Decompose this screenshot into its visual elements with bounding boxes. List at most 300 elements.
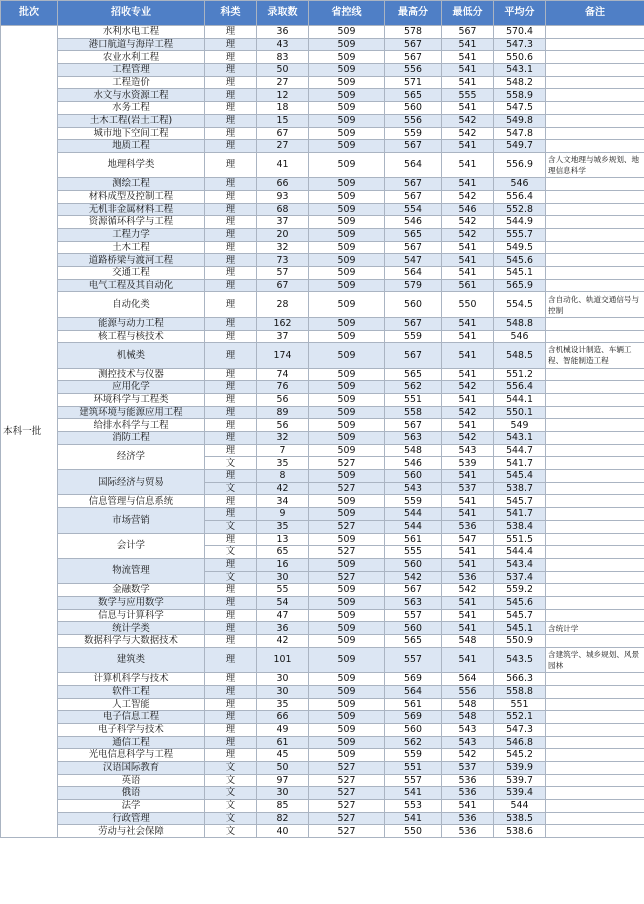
avg-score-cell: 570.4 [494,26,546,39]
note-cell [546,330,644,343]
avg-score-cell: 545.6 [494,254,546,267]
max-score-cell: 560 [385,723,442,736]
avg-score-cell: 545.7 [494,495,546,508]
count-cell: 56 [257,393,309,406]
min-score-cell: 541 [442,330,494,343]
control-line-cell: 509 [309,216,385,229]
control-line-cell: 509 [309,152,385,177]
max-score-cell: 547 [385,254,442,267]
count-cell: 66 [257,178,309,191]
header-max-score: 最高分 [385,1,442,26]
type-cell: 文 [205,774,257,787]
table-row [1,723,644,736]
type-cell: 理 [205,229,257,242]
major-cell: 数学与应用数学 [58,596,205,609]
type-cell: 理 [205,736,257,749]
count-cell: 65 [257,546,309,559]
max-score-cell: 548 [385,444,442,457]
max-score-cell: 567 [385,241,442,254]
avg-score-cell: 550.6 [494,51,546,64]
count-cell: 30 [257,673,309,686]
note-cell [546,520,644,533]
note-cell [546,495,644,508]
avg-score-cell: 556.9 [494,152,546,177]
table-body [1,26,644,838]
major-cell: 建筑类 [58,647,205,672]
control-line-cell: 509 [309,736,385,749]
table-row [1,508,644,521]
note-cell [546,596,644,609]
avg-score-cell: 538.6 [494,825,546,838]
min-score-cell: 542 [442,381,494,394]
type-cell: 理 [205,470,257,483]
type-cell: 理 [205,38,257,51]
count-cell: 66 [257,711,309,724]
major-cell: 水利水电工程 [58,26,205,39]
table-row [1,343,644,368]
type-cell: 理 [205,330,257,343]
avg-score-cell: 544.7 [494,444,546,457]
count-cell: 83 [257,51,309,64]
avg-score-cell: 556.4 [494,190,546,203]
min-score-cell: 541 [442,393,494,406]
avg-score-cell: 545.1 [494,622,546,635]
avg-score-cell: 552.1 [494,711,546,724]
control-line-cell: 527 [309,761,385,774]
major-cell: 消防工程 [58,432,205,445]
count-cell: 7 [257,444,309,457]
table-row [1,749,644,762]
note-cell [546,406,644,419]
control-line-cell: 509 [309,127,385,140]
control-line-cell: 509 [309,89,385,102]
table-row [1,330,644,343]
count-cell: 27 [257,76,309,89]
count-cell: 18 [257,102,309,115]
max-score-cell: 569 [385,673,442,686]
max-score-cell: 546 [385,216,442,229]
type-cell: 理 [205,178,257,191]
max-score-cell: 569 [385,711,442,724]
note-cell [546,216,644,229]
note-cell [546,89,644,102]
table-row [1,736,644,749]
type-cell: 文 [205,812,257,825]
header-control-line: 省控线 [309,1,385,26]
table-row [1,698,644,711]
note-cell [546,482,644,495]
avg-score-cell: 544 [494,800,546,813]
min-score-cell: 541 [442,64,494,77]
min-score-cell: 536 [442,520,494,533]
max-score-cell: 567 [385,140,442,153]
max-score-cell: 578 [385,26,442,39]
table-row [1,317,644,330]
type-cell: 理 [205,26,257,39]
type-cell: 理 [205,558,257,571]
max-score-cell: 541 [385,787,442,800]
major-cell: 光电信息科学与工程 [58,749,205,762]
type-cell: 理 [205,381,257,394]
count-cell: 32 [257,432,309,445]
control-line-cell: 509 [309,254,385,267]
control-line-cell: 527 [309,825,385,838]
note-cell [546,774,644,787]
header-avg-score: 平均分 [494,1,546,26]
note-cell [546,279,644,292]
note-cell: 含统计学 [546,622,644,635]
count-cell: 35 [257,457,309,470]
max-score-cell: 565 [385,635,442,648]
min-score-cell: 555 [442,89,494,102]
max-score-cell: 565 [385,89,442,102]
avg-score-cell: 545.1 [494,267,546,280]
control-line-cell: 509 [309,673,385,686]
table-row [1,127,644,140]
major-cell: 国际经济与贸易 [58,470,205,495]
min-score-cell: 541 [442,470,494,483]
max-score-cell: 550 [385,825,442,838]
control-line-cell: 509 [309,330,385,343]
count-cell: 162 [257,317,309,330]
note-cell [546,736,644,749]
min-score-cell: 567 [442,26,494,39]
table-row [1,432,644,445]
control-line-cell: 527 [309,520,385,533]
count-cell: 27 [257,140,309,153]
table-row [1,368,644,381]
table-row [1,622,644,635]
type-cell: 理 [205,190,257,203]
type-cell: 理 [205,267,257,280]
max-score-cell: 563 [385,596,442,609]
max-score-cell: 562 [385,736,442,749]
type-cell: 理 [205,749,257,762]
note-cell [546,723,644,736]
avg-score-cell: 545.6 [494,596,546,609]
max-score-cell: 560 [385,470,442,483]
major-cell: 道路桥梁与渡河工程 [58,254,205,267]
note-cell [546,470,644,483]
max-score-cell: 567 [385,38,442,51]
count-cell: 174 [257,343,309,368]
type-cell: 理 [205,64,257,77]
min-score-cell: 541 [442,140,494,153]
major-cell: 环境科学与工程类 [58,393,205,406]
control-line-cell: 509 [309,419,385,432]
control-line-cell: 527 [309,812,385,825]
table-row [1,190,644,203]
table-row [1,533,644,546]
type-cell: 理 [205,432,257,445]
note-cell [546,254,644,267]
type-cell: 理 [205,596,257,609]
max-score-cell: 562 [385,381,442,394]
note-cell: 含机械设计制造、车辆工程、智能制造工程 [546,343,644,368]
control-line-cell: 509 [309,609,385,622]
max-score-cell: 557 [385,609,442,622]
control-line-cell: 509 [309,698,385,711]
table-row [1,419,644,432]
control-line-cell: 527 [309,482,385,495]
type-cell: 文 [205,800,257,813]
note-cell [546,419,644,432]
table-row [1,812,644,825]
major-cell: 劳动与社会保障 [58,825,205,838]
type-cell: 理 [205,685,257,698]
avg-score-cell: 538.4 [494,520,546,533]
type-cell: 文 [205,825,257,838]
type-cell: 理 [205,317,257,330]
avg-score-cell: 547.3 [494,723,546,736]
min-score-cell: 543 [442,736,494,749]
type-cell: 理 [205,279,257,292]
avg-score-cell: 545.4 [494,470,546,483]
avg-score-cell: 539.4 [494,787,546,800]
max-score-cell: 571 [385,76,442,89]
avg-score-cell: 558.8 [494,685,546,698]
major-cell: 土木工程 [58,241,205,254]
max-score-cell: 564 [385,267,442,280]
count-cell: 55 [257,584,309,597]
avg-score-cell: 556.4 [494,381,546,394]
note-cell [546,102,644,115]
major-cell: 测控技术与仪器 [58,368,205,381]
table-row [1,381,644,394]
avg-score-cell: 549.8 [494,114,546,127]
table-row [1,470,644,483]
count-cell: 12 [257,89,309,102]
min-score-cell: 536 [442,812,494,825]
type-cell: 理 [205,584,257,597]
table-row [1,292,644,317]
table-row [1,38,644,51]
max-score-cell: 554 [385,203,442,216]
count-cell: 101 [257,647,309,672]
table-row [1,761,644,774]
table-row [1,444,644,457]
control-line-cell: 509 [309,508,385,521]
control-line-cell: 509 [309,622,385,635]
type-cell: 理 [205,254,257,267]
table-row [1,102,644,115]
min-score-cell: 541 [442,596,494,609]
type-cell: 文 [205,787,257,800]
min-score-cell: 537 [442,482,494,495]
count-cell: 54 [257,596,309,609]
max-score-cell: 551 [385,393,442,406]
avg-score-cell: 566.3 [494,673,546,686]
min-score-cell: 541 [442,647,494,672]
header-type: 科类 [205,1,257,26]
max-score-cell: 567 [385,584,442,597]
table-row [1,178,644,191]
min-score-cell: 536 [442,787,494,800]
avg-score-cell: 549 [494,419,546,432]
max-score-cell: 559 [385,749,442,762]
count-cell: 56 [257,419,309,432]
min-score-cell: 542 [442,114,494,127]
table-row [1,254,644,267]
control-line-cell: 509 [309,190,385,203]
max-score-cell: 560 [385,558,442,571]
type-cell: 理 [205,393,257,406]
table-row [1,495,644,508]
max-score-cell: 567 [385,178,442,191]
min-score-cell: 548 [442,698,494,711]
type-cell: 理 [205,444,257,457]
control-line-cell: 509 [309,203,385,216]
control-line-cell: 527 [309,457,385,470]
major-cell: 核工程与核技术 [58,330,205,343]
header-row [1,1,644,26]
min-score-cell: 541 [442,76,494,89]
min-score-cell: 539 [442,457,494,470]
avg-score-cell: 550.1 [494,406,546,419]
count-cell: 35 [257,520,309,533]
table-row [1,64,644,77]
max-score-cell: 561 [385,698,442,711]
major-cell: 统计学类 [58,622,205,635]
type-cell: 理 [205,508,257,521]
max-score-cell: 560 [385,292,442,317]
avg-score-cell: 546 [494,178,546,191]
count-cell: 47 [257,609,309,622]
count-cell: 45 [257,749,309,762]
control-line-cell: 527 [309,546,385,559]
note-cell [546,127,644,140]
control-line-cell: 509 [309,317,385,330]
avg-score-cell: 544.1 [494,393,546,406]
avg-score-cell: 558.9 [494,89,546,102]
major-cell: 会计学 [58,533,205,558]
major-cell: 法学 [58,800,205,813]
note-cell [546,533,644,546]
major-cell: 材料成型及控制工程 [58,190,205,203]
control-line-cell: 509 [309,495,385,508]
avg-score-cell: 541.7 [494,457,546,470]
note-cell [546,457,644,470]
max-score-cell: 567 [385,419,442,432]
type-cell: 理 [205,495,257,508]
note-cell [546,26,644,39]
type-cell: 理 [205,647,257,672]
type-cell: 理 [205,127,257,140]
major-cell: 电子信息工程 [58,711,205,724]
control-line-cell: 527 [309,787,385,800]
table-row [1,114,644,127]
note-cell [546,546,644,559]
note-cell: 含人文地理与城乡规划、地理信息科学 [546,152,644,177]
type-cell: 理 [205,635,257,648]
major-cell: 金融数学 [58,584,205,597]
control-line-cell: 509 [309,102,385,115]
min-score-cell: 556 [442,685,494,698]
type-cell: 理 [205,368,257,381]
major-cell: 交通工程 [58,267,205,280]
type-cell: 理 [205,89,257,102]
major-cell: 测绘工程 [58,178,205,191]
major-cell: 通信工程 [58,736,205,749]
avg-score-cell: 547.3 [494,38,546,51]
control-line-cell: 509 [309,533,385,546]
type-cell: 理 [205,673,257,686]
control-line-cell: 527 [309,774,385,787]
max-score-cell: 565 [385,229,442,242]
min-score-cell: 541 [442,254,494,267]
count-cell: 49 [257,723,309,736]
major-cell: 汉语国际教育 [58,761,205,774]
min-score-cell: 536 [442,571,494,584]
max-score-cell: 563 [385,432,442,445]
type-cell: 文 [205,482,257,495]
control-line-cell: 509 [309,279,385,292]
avg-score-cell: 559.2 [494,584,546,597]
control-line-cell: 527 [309,800,385,813]
count-cell: 35 [257,698,309,711]
control-line-cell: 527 [309,571,385,584]
type-cell: 理 [205,102,257,115]
major-cell: 机械类 [58,343,205,368]
note-cell [546,432,644,445]
type-cell: 理 [205,711,257,724]
note-cell [546,698,644,711]
min-score-cell: 541 [442,368,494,381]
min-score-cell: 537 [442,761,494,774]
max-score-cell: 546 [385,457,442,470]
control-line-cell: 509 [309,584,385,597]
avg-score-cell: 565.9 [494,279,546,292]
major-cell: 行政管理 [58,812,205,825]
control-line-cell: 509 [309,241,385,254]
table-row [1,51,644,64]
major-cell: 物流管理 [58,558,205,583]
control-line-cell: 509 [309,406,385,419]
count-cell: 42 [257,482,309,495]
count-cell: 61 [257,736,309,749]
max-score-cell: 559 [385,330,442,343]
note-cell [546,812,644,825]
max-score-cell: 560 [385,622,442,635]
min-score-cell: 548 [442,635,494,648]
avg-score-cell: 545.2 [494,749,546,762]
table-row [1,635,644,648]
major-cell: 自动化类 [58,292,205,317]
table-row [1,267,644,280]
control-line-cell: 509 [309,38,385,51]
count-cell: 37 [257,330,309,343]
table-row [1,609,644,622]
note-cell [546,203,644,216]
major-cell: 计算机科学与技术 [58,673,205,686]
count-cell: 57 [257,267,309,280]
count-cell: 20 [257,229,309,242]
avg-score-cell: 546.8 [494,736,546,749]
max-score-cell: 555 [385,546,442,559]
major-cell: 信息与计算科学 [58,609,205,622]
note-cell [546,317,644,330]
max-score-cell: 561 [385,533,442,546]
batch-cell: 本科一批 [1,26,58,838]
max-score-cell: 556 [385,114,442,127]
header-major: 招收专业 [58,1,205,26]
note-cell [546,64,644,77]
note-cell [546,673,644,686]
control-line-cell: 509 [309,635,385,648]
table-row [1,76,644,89]
table-row [1,584,644,597]
major-cell: 无机非金属材料工程 [58,203,205,216]
